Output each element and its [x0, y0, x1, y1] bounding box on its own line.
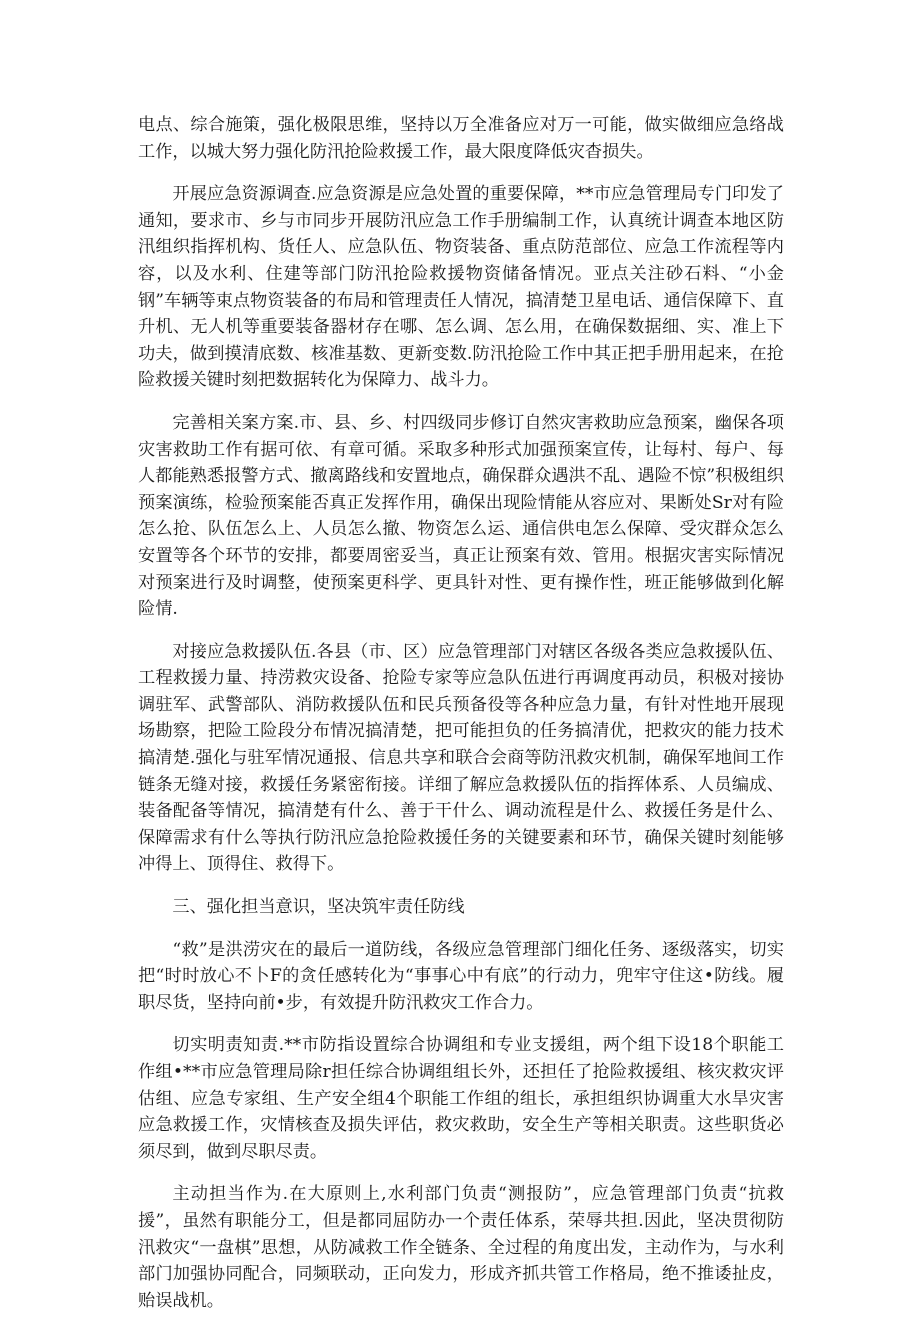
section-heading: 三、强化担当意识，坚决筑牢责任防线	[172, 897, 465, 918]
paragraph-last-defense: “救”是洪涝灾在的最后一道防线，各级应急管理部门细化任务、逐级落实，切实把“时时放心不卜F的贪任感转化为“事事心中有底”的行动力，兜牢守住这•防线。履职尽货，坚持向前•步，有效提升防汛救灾工作合力。	[138, 939, 784, 1013]
paragraph-continuation: 电点、综合施策，强化极限思维，坚持以万全准备应对万一可能，做实做细应急络战工作，以城大努力强化防汛抢险救援工作，最大限度降低灾杳损失。	[138, 115, 784, 162]
paragraph-take-responsibility: 主动担当作为.在大原则上,水利部门负责“测报防”，应急管理部门负责“抗救援”，虽然有职能分工，但是都同屈防办一个责任体系，荣辱共担.因此，坚决贯彻防汛救灾“一盘棋”思想，从防减救工作全链条、全过程的角度出发，主动作为，与水利部门加强协同配合，同频联动，正向发力，形成齐抓共管工作格局，绝不推诿扯皮，贻误战机。	[138, 1184, 784, 1311]
document-page	[138, 112, 784, 1330]
paragraph-clarify-duties: 切实明责知责.**市防指设置综合协调组和专业支援组，两个组下设18个职能工作组•**市应急管理局除r担任综合协调组组长外，还担任了抢险救援组、核灾救灾评估组、应急专家组、生产安全组4个职能工作组的组长，承担组织协调重大水旱灾害应急救援工作，灾情核查及损失评估，救灾救助，安全生产等相关职责。这些职货必须尽到，做到尽职尽责。	[138, 1035, 784, 1162]
paragraph-plan-improvement: 完善相关案方案.市、县、乡、村四级同步修订自然灾害救助应急预案，幽保各项灾害救助工作有据可依、有章可循。采取多种形式加强预案宣传，让每村、每户、每人都能熟悉报警方式、撤离路线和安置地点，确保群众遇洪不乱、遇险不惊”积极组织预案演练，检验预案能否真正发挥作用，确保出现险情能从容应对、果断处Sr对有险怎么抢、队伍怎么上、人员怎么撤、物资怎么运、通信供电怎么保障、受灾群众怎么安置等各个环节的安排，都要周密妥当，真正让预案有效、管用。根据灾害实际情况对预案进行及时调整，使预案更科学、更具针对性、更有操作性，班正能够做到化解险情.	[138, 412, 784, 620]
paragraph-resource-survey: 开展应急资源调查.应急资源是应急处置的重要保障，**市应急管理局专门印发了通知，要求市、乡与市同步开展防汛应急工作手册编制工作，认真统计调查本地区防汛组织指挥机构、货任人、应急队伍、物资装备、重点防范部位、应急工作流程等内容，以及水利、住建等部门防汛抢险救援物资储备情况。亚点关注砂石料、“小金钢”车辆等束点物资装备的布局和管理责任人情况，搞清楚卫星电话、通信保障下、直升机、无人机等重要装备器材存在哪、怎么调、怎么用，在确保数据细、实、准上下功夫，做到摸清底数、核准基数、更新变数.防汛抢险工作中其正把手册用起来，在抢险救援关键时刻把数据转化为保障力、战斗力。	[138, 184, 784, 391]
paragraph-rescue-teams: 对接应急救援队伍.各县（市、区）应急管理部门对辖区各级各类应急救援队伍、工程救援力量、持涝救灾设备、抢险专家等应急队伍进行再调度再动员，积极对接协调驻军、武警部队、消防救援队伍和民兵预备役等各种应急力量，有针对性地开展现场勘察，把险工险段分布情况搞清楚，把可能担负的任务搞清优，把救灾的能力技术搞清楚.强化与驻军情况通报、信息共享和联合会商等防汛救灾机制，确保军地间工作链条无缝对接，救援任务紧密衔接。详细了解应急救援队伍的指挥体系、人员编成、装备配备等情况，搞清楚有什么、善于干什么、调动流程是什么、救援任务是什么、保障需求有什么等执行防汛应急抢险救援任务的关键要素和环节，确保关键时刻能够冲得上、顶得住、救得下。	[138, 641, 784, 875]
